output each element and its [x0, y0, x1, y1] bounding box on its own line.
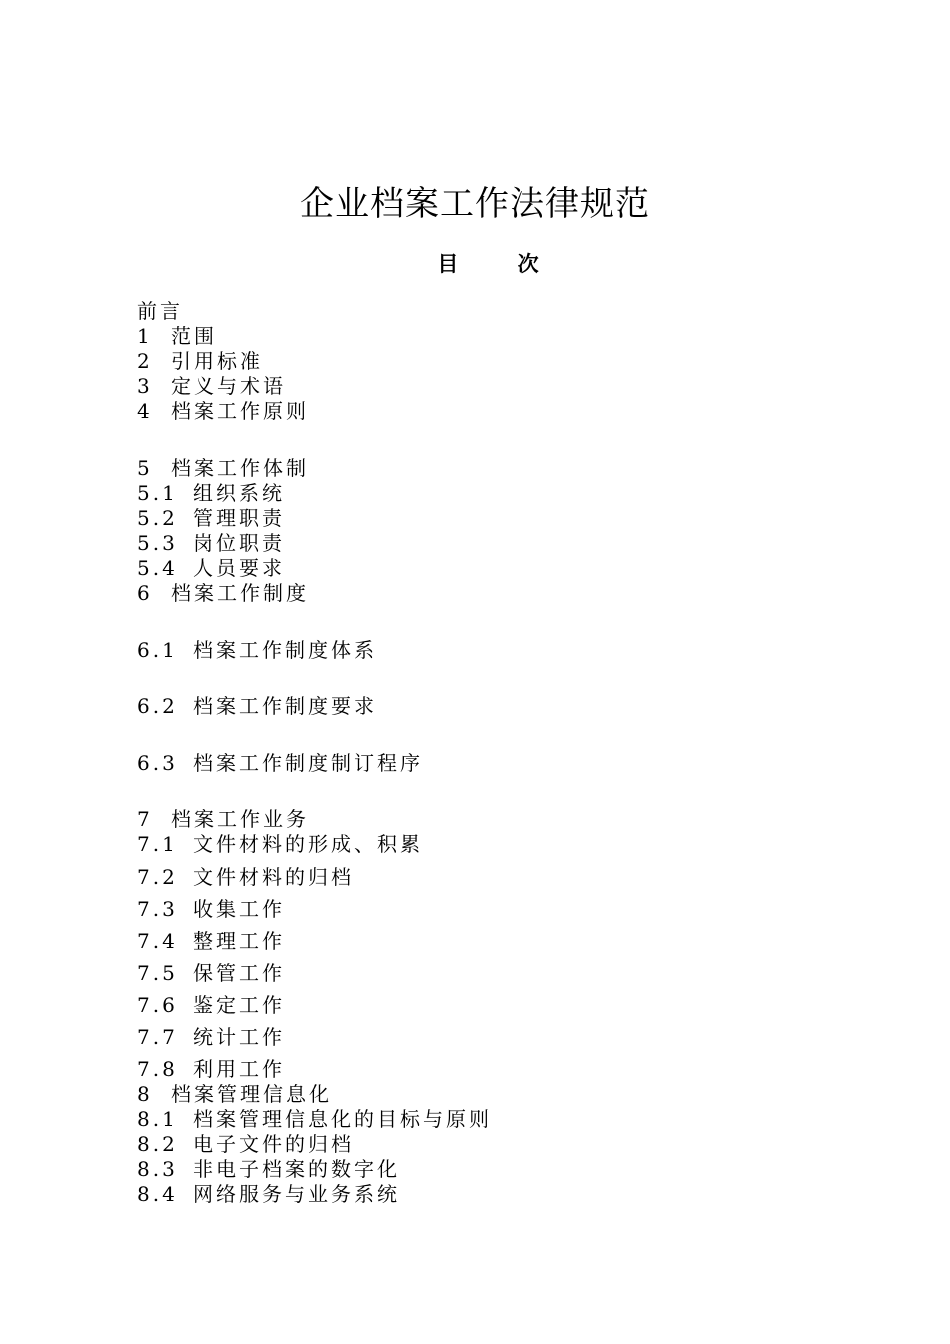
- toc-item-number: 7.2: [137, 865, 178, 889]
- toc-item-text: 档案工作制度: [171, 581, 309, 605]
- toc-item: [137, 323, 217, 349]
- toc-item-number: 4: [137, 399, 153, 423]
- toc-item-text: 鉴定工作: [193, 993, 285, 1017]
- toc-item: [137, 992, 285, 1018]
- toc-item-number: 7.4: [137, 929, 178, 953]
- toc-item-number: 5.4: [137, 556, 178, 580]
- toc-item-number: 8.4: [137, 1182, 178, 1206]
- toc-item-number: 6.2: [137, 694, 178, 718]
- toc-item: [137, 693, 377, 719]
- toc-item: [137, 555, 285, 581]
- toc-item: [137, 348, 263, 374]
- toc-item-text: 保管工作: [193, 961, 285, 985]
- toc-item-text: 人员要求: [193, 556, 285, 580]
- toc-item: [137, 1131, 354, 1157]
- toc-item-number: 6: [137, 581, 153, 605]
- toc-item-text: 范围: [171, 324, 217, 348]
- toc-item: [137, 806, 309, 832]
- document-title: 企业档案工作法律规范: [300, 184, 650, 224]
- toc-item-number: 6.3: [137, 751, 178, 775]
- toc-item: [137, 928, 285, 954]
- toc-item-number: 7.1: [137, 832, 178, 856]
- toc-item-text: 文件材料的形成、积累: [193, 832, 423, 856]
- toc-item-text: 档案工作体制: [171, 456, 309, 480]
- toc-item: [137, 580, 309, 606]
- toc-item-number: 7.3: [137, 897, 178, 921]
- toc-item: [137, 1081, 332, 1107]
- toc-item-text: 组织系统: [193, 481, 285, 505]
- toc-item-text: 档案管理信息化: [171, 1082, 332, 1106]
- toc-item-text: 档案工作制度制订程序: [193, 751, 423, 775]
- toc-item-number: 7.6: [137, 993, 178, 1017]
- toc-item: [137, 298, 183, 324]
- toc-item-text: 岗位职责: [193, 531, 285, 555]
- toc-item: [137, 398, 309, 424]
- toc-item: [137, 960, 285, 986]
- toc-item-text: 收集工作: [193, 897, 285, 921]
- toc-item-number: 5.1: [137, 481, 178, 505]
- toc-item-text: 文件材料的归档: [193, 865, 354, 889]
- toc-item-text: 档案工作业务: [171, 807, 309, 831]
- toc-item-text: 利用工作: [193, 1057, 285, 1081]
- toc-item-number: 8: [137, 1082, 153, 1106]
- toc-item-text: 电子文件的归档: [193, 1132, 354, 1156]
- toc-item: [137, 750, 423, 776]
- toc-item-number: 5.2: [137, 506, 178, 530]
- toc-item: [137, 530, 285, 556]
- toc-item-text: 档案管理信息化的目标与原则: [193, 1107, 492, 1131]
- toc-item-number: 5.3: [137, 531, 178, 555]
- toc-item: [137, 1056, 285, 1082]
- toc-item: [137, 455, 309, 481]
- toc-item-text: 网络服务与业务系统: [193, 1182, 400, 1206]
- toc-item: [137, 1106, 492, 1132]
- toc-item: [137, 896, 285, 922]
- toc-item-text: 引用标准: [171, 349, 263, 373]
- toc-item-number: 6.1: [137, 638, 178, 662]
- toc-item-number: 7.5: [137, 961, 178, 985]
- toc-item: [137, 1024, 285, 1050]
- toc-item: [137, 864, 354, 890]
- toc-item-text: 定义与术语: [171, 374, 286, 398]
- toc-item: [137, 480, 285, 506]
- toc-item: [137, 1181, 400, 1207]
- toc-item-number: 8.1: [137, 1107, 178, 1131]
- toc-item-number: 5: [137, 456, 153, 480]
- toc-item-number: 8.2: [137, 1132, 178, 1156]
- toc-item-number: 7.7: [137, 1025, 178, 1049]
- toc-item-number: 2: [137, 349, 153, 373]
- toc-item: [137, 831, 423, 857]
- toc-item-text: 档案工作原则: [171, 399, 309, 423]
- toc-item-number: 8.3: [137, 1157, 178, 1181]
- toc-item-text: 统计工作: [193, 1025, 285, 1049]
- toc-item-number: 1: [137, 324, 153, 348]
- toc-heading: 目 次: [437, 251, 565, 276]
- toc-item: [137, 373, 286, 399]
- toc-item-text: 档案工作制度体系: [193, 638, 377, 662]
- toc-item: [137, 637, 377, 663]
- toc-item-number: 7: [137, 807, 153, 831]
- toc-item-text: 前言: [137, 299, 183, 323]
- toc-item-text: 管理职责: [193, 506, 285, 530]
- toc-item-text: 整理工作: [193, 929, 285, 953]
- toc-item: [137, 1156, 400, 1182]
- toc-item-number: 3: [137, 374, 153, 398]
- toc-item-text: 档案工作制度要求: [193, 694, 377, 718]
- toc-item-text: 非电子档案的数字化: [193, 1157, 400, 1181]
- toc-item-number: 7.8: [137, 1057, 178, 1081]
- toc-item: [137, 505, 285, 531]
